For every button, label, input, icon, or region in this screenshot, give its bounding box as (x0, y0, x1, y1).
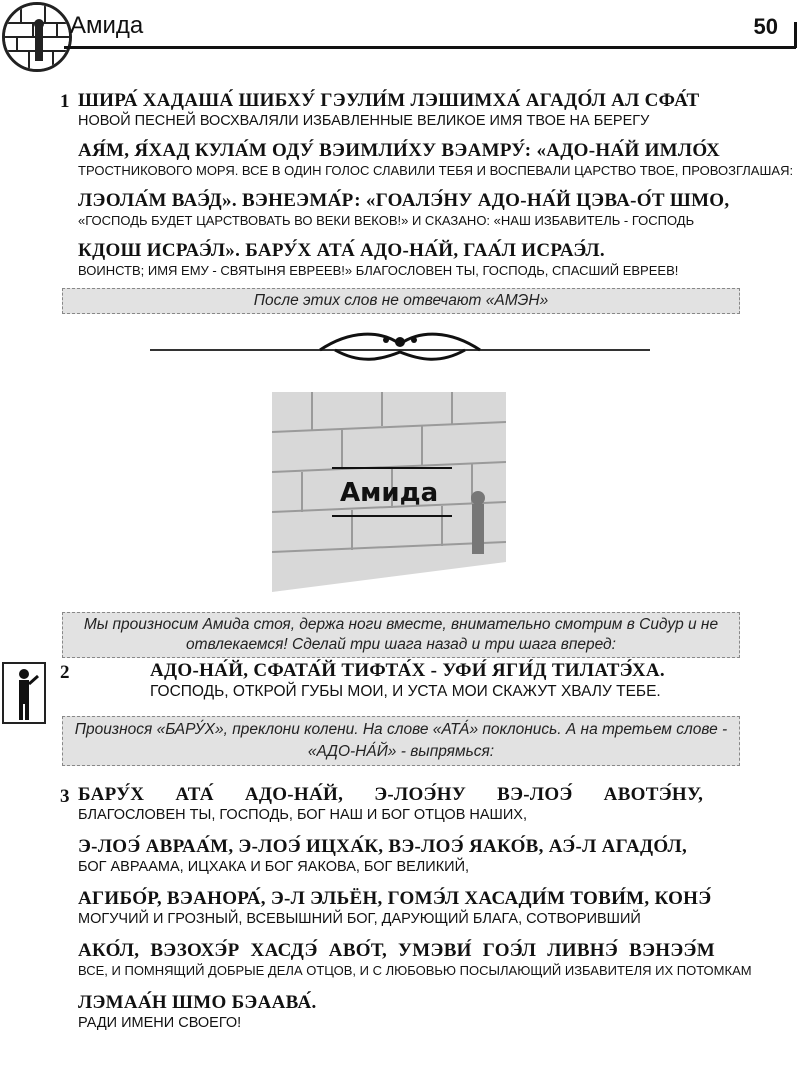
translation: ВСЕ, И ПОМНЯЩИЙ ДОБРЫЕ ДЕЛА ОТЦОВ, И С ЛЮБОВЬЮ ПОСЫЛАЮЩИЙ ИЗБАВИТЕЛЯ ИХ ПОТОМКАМ (78, 963, 752, 978)
translation: ГОСПОДЬ, ОТКРОЙ ГУБЫ МОИ, И УСТА МОИ СКАЖУТ ХВАЛУ ТЕБЕ. (150, 683, 661, 700)
page-number: 50 (753, 14, 778, 39)
page-header (0, 0, 800, 70)
transliteration: ЛЭМАА́Н ШМО БЭААВА́. (78, 992, 317, 1013)
prayer-line (78, 888, 768, 940)
transliteration: ЛЭОЛА́М ВАЭ́Д». ВЭНЕЭМА́Р: «ГОАЛЭ́НУ АДО-НА́Й ЦЭВА-О́Т ШМО, (78, 190, 730, 211)
prayer-line (78, 836, 768, 888)
transliteration: ШИРА́ ХАДАША́ ШИБХУ́ ГЭУЛИ́М ЛЭШИМХА́ АГАДО́Л АЛ СФА́Т (78, 90, 700, 111)
prayer-line (78, 940, 768, 992)
prayer-line (78, 784, 768, 836)
prayer-line (78, 90, 768, 140)
translation: БОГ АВРААМА, ИЦХАКА И БОГ ЯАКОВА, БОГ ВЕЛИКИЙ, (78, 859, 470, 875)
translation: ВОИНСТВ; ИМЯ ЕМУ - СВЯТЫНЯ ЕВРЕЕВ!» БЛАГОСЛОВЕН ТЫ, ГОСПОДЬ, СПАСШИЙ ЕВРЕЕВ! (78, 263, 679, 278)
western-wall-icon (2, 2, 72, 72)
section-number: 3 (60, 786, 70, 807)
transliteration: КДОШ ИСРАЭ́Л». БАРУ́Х АТА́ АДО-НА́Й, ГАА́Л ИСРАЭ́Л. (78, 240, 605, 261)
instruction-note-stand: Мы произносим Амида стоя, держа ноги вместе, внимательно смотрим в Сидур и не отвлекаемся! Сделай три шага назад и три шага вперед: (62, 612, 740, 658)
header-rule (64, 46, 796, 49)
prayer-section-1 (78, 90, 794, 290)
section-number: 1 (60, 91, 70, 112)
transliteration: БАРУ́Х АТА́ АДО-НА́Й, Э-ЛОЭ́НУ ВЭ-ЛОЭ́ АВОТЭ́НУ, (78, 784, 704, 805)
prayer-line (78, 240, 768, 290)
header-rule-end (794, 22, 797, 48)
transliteration: АДО-НА́Й, СФАТА́Й ТИФТА́Х - УФИ́ ЯГИ́Д ТИЛАТЭ́ХА. (150, 660, 665, 681)
translation: НОВОЙ ПЕСНЕЙ ВОСХВАЛЯЛИ ИЗБАВЛЕННЫЕ ВЕЛИКОЕ ИМЯ ТВОЕ НА БЕРЕГУ (78, 113, 650, 129)
prayer-line (78, 190, 768, 240)
translation: РАДИ ИМЕНИ СВОЕГО! (78, 1015, 242, 1031)
translation: ТРОСТНИКОВОГО МОРЯ. ВСЕ В ОДИН ГОЛОС СЛАВИЛИ ТЕБЯ И ВОСПЕВАЛИ ЦАРСТВО ТВОЕ, ПРОВОЗГЛАШАЯ: (78, 163, 794, 178)
transliteration: АГИБО́Р, ВЭАНОРА́, Э-Л ЭЛЬЁН, ГОМЭ́Л ХАСАДИ́М ТОВИ́М, КОНЭ́ (78, 888, 712, 909)
ornamental-divider-icon (150, 330, 650, 366)
praying-man-icon (2, 662, 46, 724)
prayer-line (78, 140, 794, 190)
translation: МОГУЧИЙ И ГРОЗНЫЙ, ВСЕВЫШНИЙ БОГ, ДАРУЮЩИЙ БЛАГА, СОТВОРИВШИЙ (78, 911, 641, 927)
prayer-section-3 (78, 784, 768, 1044)
instruction-note-amen: После этих слов не отвечают «АМЭН» (62, 288, 740, 314)
transliteration: АКО́Л, ВЭЗОХЭ́Р ХАСДЭ́ АВО́Т, УМЭВИ́ ГОЭ́Л ЛИВНЭ́ ВЭНЭЭ́М (78, 940, 715, 961)
plaque-label: Амида (340, 478, 439, 508)
prayer-section-2 (150, 660, 800, 701)
page-title: Амида (70, 12, 144, 39)
transliteration: АЯ́М, Я́ХАД КУЛА́М ОДУ́ ВЭИМЛИ́ХУ ВЭАМРУ́: «АДО-НА́Й ИМЛО́Х (78, 140, 720, 161)
transliteration: Э-ЛОЭ́ АВРАА́М, Э-ЛОЭ́ ИЦХА́К, ВЭ-ЛОЭ́ ЯАКО́В, АЭ́-Л АГАДО́Л, (78, 836, 687, 857)
translation: «ГОСПОДЬ БУДЕТ ЦАРСТВОВАТЬ ВО ВЕКИ ВЕКОВ!» И СКАЗАНО: «НАШ ИЗБАВИТЕЛЬ - ГОСПОДЬ (78, 213, 695, 228)
translation: БЛАГОСЛОВЕН ТЫ, ГОСПОДЬ, БОГ НАШ И БОГ ОТЦОВ НАШИХ, (78, 807, 527, 823)
section-number: 2 (60, 662, 70, 683)
instruction-note-bow: Произнося «БАРУ́Х», преклони колени. На слове «АТА́» поклонись. А на третьем слове - «АДО-НА́Й» - выпрямься: (62, 716, 740, 766)
prayer-line (78, 992, 768, 1044)
